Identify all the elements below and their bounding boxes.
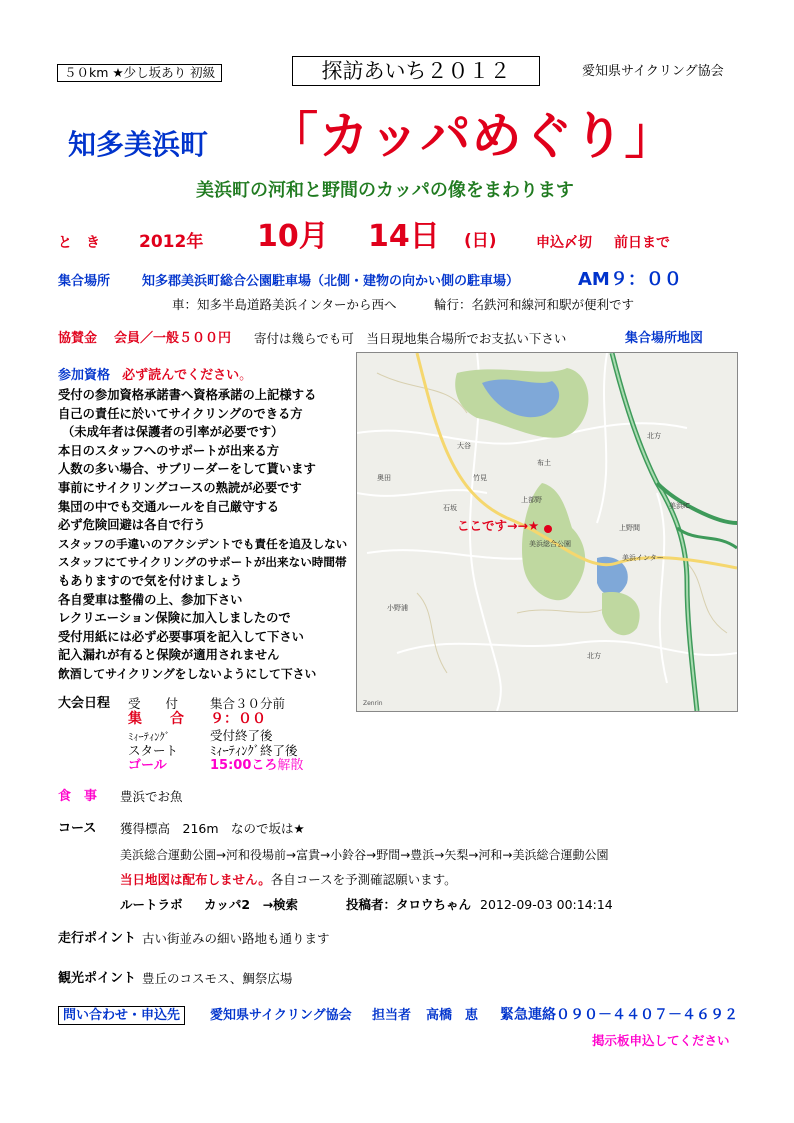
schedule-name: ﾐｨｰﾃｨﾝｸﾞ: [128, 731, 170, 743]
date-weekday: (日): [464, 231, 497, 251]
meeting-label: 集合場所: [58, 274, 111, 289]
date-month: 10月: [257, 219, 329, 254]
qualification-item: （未成年者は保護者の引率が必要です）: [62, 425, 284, 440]
date-year: 2012年: [139, 232, 204, 252]
qualification-item: 飲酒してサイクリングをしないようにして下さい: [58, 666, 317, 681]
meal-value: 豊浜でお魚: [120, 789, 183, 804]
qualifications-label: 参加資格: [58, 368, 111, 383]
schedule-name: スタート: [128, 743, 179, 758]
schedule-time: 集合３０分前: [210, 696, 286, 711]
town-title: 知多美浜町: [68, 128, 209, 161]
course-route: 美浜総合運動公園→河和役場前→富貴→小鈴谷→野間→豊浜→矢梨→河和→美浜総合運動公園: [120, 848, 609, 862]
run-point-label: 走行ポイント: [58, 931, 137, 946]
map-label-ic: 美浜IC: [669, 502, 690, 510]
course-map-warning-line: [120, 871, 457, 889]
schedule-time: 15:00ころ: [210, 758, 278, 773]
qualification-item: 各自愛車は整備の上、参加下さい: [58, 592, 243, 607]
schedule-item-goal: [128, 757, 303, 774]
schedule-item-reception: [128, 695, 285, 712]
schedule-time: ９：００: [210, 711, 266, 727]
schedule-name: 受 付: [128, 696, 179, 711]
map-label-otani: 大谷: [457, 442, 471, 450]
routelab-posted-at: 2012-09-03 00:14:14: [480, 897, 613, 912]
schedule-item-gather: [128, 711, 266, 728]
qualifications-header: [58, 367, 252, 385]
map-label-takemi: 竹見: [473, 474, 487, 482]
meeting-time: AM９：００: [578, 269, 682, 290]
event-subtitle: 美浜町の河和と野間のカッパの像をまわります: [196, 180, 574, 201]
level-tag: ５０km ★少し坂あり 初級: [57, 64, 222, 82]
routelab-search[interactable]: カッパ2 →検索: [204, 897, 299, 912]
organizer-name: 愛知県サイクリング協会: [582, 64, 724, 79]
run-point-value: 古い街並みの細い路地も通ります: [142, 931, 330, 946]
qualification-item: 受付の参加資格承諾書へ資格承諾の上記様する: [58, 388, 317, 402]
sight-point-label: 観光ポイント: [58, 971, 137, 986]
qualification-item: スタッフにてサイクリングのサポートが出来ない時間帯: [58, 555, 347, 570]
must-read-period: 。: [239, 368, 253, 383]
schedule-time: 受付終了後: [210, 728, 273, 743]
qualification-item: 本日のスタッフへのサポートが出来る方: [58, 443, 280, 458]
qualifications-list: [58, 386, 347, 684]
schedule-name: ゴール: [128, 758, 167, 773]
meeting-map: [356, 352, 738, 712]
map-label-park: 美浜総合公園: [529, 540, 571, 548]
qualification-item: 記入漏れが有ると保険が適用されません: [58, 648, 280, 663]
qualification-item: 集団の中でも交通ルールを自己厳守する: [58, 499, 280, 514]
contact-person: 高橋 恵: [426, 1008, 479, 1023]
map-label-inter: 美浜インター: [622, 554, 664, 562]
map-label-okuda: 奥田: [377, 474, 391, 482]
map-road-name: 上部野: [521, 496, 542, 504]
qualification-item: レクリエーション保険に加入しましたので: [58, 611, 291, 626]
qualification-item: 人数の多い場合、サブリーダーをして貰います: [58, 462, 316, 477]
contact-person-label: 担当者: [372, 1008, 412, 1023]
map-label-ishizaka: 石坂: [443, 504, 457, 512]
deadline-label: 申込〆切: [536, 235, 592, 251]
date-label: と き: [58, 235, 100, 251]
series-title: 探訪あいち２０１２: [292, 56, 540, 86]
board-note[interactable]: 掲示板申込してください: [592, 1033, 730, 1048]
qualification-item: 必ず危険回避は各自で行う: [58, 518, 206, 533]
routelab-poster: 投稿者：タロウちゃん: [346, 897, 472, 912]
schedule-suffix: 解散: [277, 758, 304, 773]
deadline-note: 前日まで: [614, 235, 670, 251]
map-label-futo: 布土: [537, 459, 551, 467]
map-label-kaminoma: 上野間: [619, 524, 640, 532]
qualification-item: 事前にサイクリングコースの熟読が必要です: [58, 480, 302, 495]
qualification-item: 自己の責任に於いてサイクリングのできる方: [58, 406, 303, 421]
schedule-time: ﾐｨｰﾃｨﾝｸﾞ終了後: [210, 743, 298, 758]
contact-emergency: 緊急連絡０９０－４４０７－４６９２: [500, 1007, 738, 1023]
course-elevation: 獲得標高 216m なので坂は★: [120, 821, 305, 836]
meeting-access: 車：知多半島道路美浜インターから西へ 輪行：名鉄河和線河和駅が便利です: [172, 297, 635, 312]
event-title: 「カッパめぐり」: [268, 107, 676, 165]
qualification-item: もありますので気を付けましょう: [58, 573, 243, 588]
fee-amount: 会員／一般５００円: [114, 331, 232, 346]
svg-text:Zenrin: Zenrin: [363, 700, 383, 707]
qualification-item: スタッフの手違いのアクシデントでも責任を追及しない: [58, 536, 348, 551]
fee-note: 寄付は幾らでも可 当日現地集合場所でお支払い下さい: [254, 331, 567, 346]
map-graphic: [357, 353, 737, 711]
course-map-note: 各自コースを予測確認願います。: [270, 872, 457, 887]
map-road-name: 小野浦: [387, 604, 408, 612]
fee-label: 協賛金: [58, 331, 98, 346]
qualification-item: 受付用紙には必ず必要事項を記入して下さい: [58, 629, 304, 644]
map-label-kitakata: 北方: [647, 432, 661, 440]
course-map-warning: 当日地図は配布しません。: [120, 872, 271, 887]
schedule-label: 大会日程: [58, 696, 111, 711]
contact-label: 問い合わせ・申込先: [58, 1006, 185, 1025]
meeting-place: 知多郡美浜町総合公園駐車場（北側・建物の向かい側の駐車場）: [142, 274, 520, 289]
date-day: 14日: [368, 219, 440, 254]
routelab-label: ルートラボ: [120, 897, 183, 912]
map-label-kitakata-2: 北方: [587, 652, 601, 660]
sight-point-value: 豊丘のコスモス、鯛祭広場: [142, 971, 293, 986]
schedule-name: 集 合: [128, 711, 184, 727]
map-marker-text: ここです→→★: [457, 518, 540, 533]
map-label: 集合場所地図: [625, 331, 704, 346]
meal-label: 食 事: [58, 789, 98, 804]
contact-org: 愛知県サイクリング協会: [210, 1008, 352, 1023]
course-label: コース: [58, 821, 97, 836]
must-read-note: 必ず読んでください: [122, 368, 240, 383]
